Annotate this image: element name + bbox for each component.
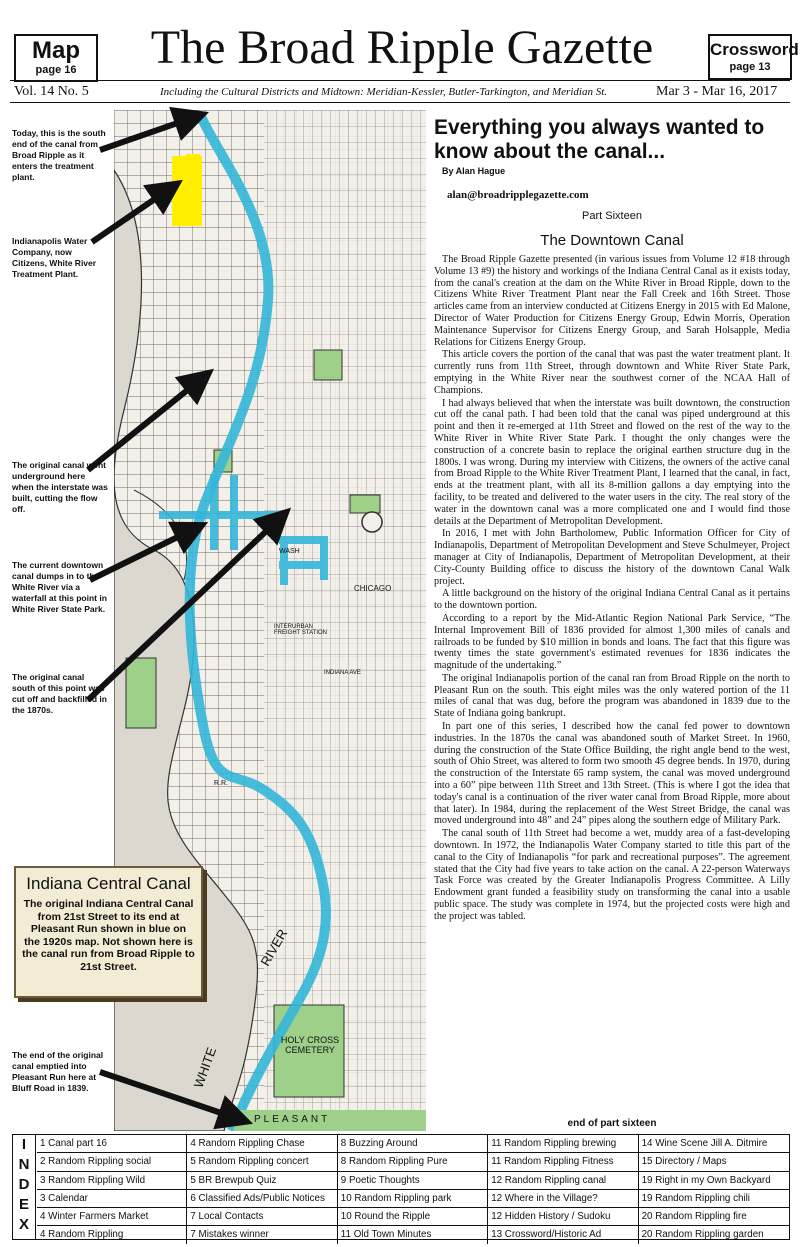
paragraph: In 2016, I met with John Bartholomew, Public Information Officer for City of Indianapolis, Department of Metropolitan Development and Steve Schulmeyer, Project manager at City of Indianapolis, Department of Metropolitan Development, at their City-County Building office to discuss the history of the downtown Canal Walk project. (434, 528, 790, 587)
paragraph: The Broad Ripple Gazette presented (in various issues from Volume 12 #18 through Volume 13 #9) the history and workings of the Indiana Central Canal as it exists today, from the canal's creation at the dam on the White River in Broad Ripple, down to the Citizens White River Treatment Plant near the Fall Creek and 16th Street. Those articles came from an interview conducted at Citizens Energy in 2015 with Ed Malone, Director of Water Production for Citizens Energy Group, Edwin Morris, Operation Maintenance Supervisor for Citizens Energy Group, and Sarah Holsapple, Media Relations for Citizens Energy Group. (434, 254, 790, 348)
caption-south-end: Today, this is the south end of the canal from Broad Ripple as it enters the treatment plant. (12, 128, 106, 182)
index-item[interactable]: 6 Classified Ads/Public Notices (187, 1190, 336, 1208)
caption-treatment-plant: Indianapolis Water Company, now Citizens, White River Treatment Plant. (12, 236, 97, 279)
index-item[interactable]: 12 Where in the Village? (488, 1190, 637, 1208)
index-item[interactable]: 13 Crossword/Historic Ad (491, 1229, 602, 1241)
map-box-label: Map (32, 37, 80, 64)
callout-title: Indiana Central Canal (26, 874, 191, 893)
index-table (12, 1134, 790, 1240)
index-column (187, 1135, 337, 1244)
index-item[interactable]: 8 Random Rippling Pure (338, 1153, 487, 1171)
paragraph: According to a report by the Mid-Atlantic Region National Park Service, “The Internal Improvement Bill of 1836 provided for almost 1,300 miles of canals and railroads to be funded by $10 million in bonds and loans. The fact that this figure was twenty times the state government's estimated revenues for 1836 indicates the magnitude of the undertaking.” (434, 612, 790, 672)
article-body (434, 254, 790, 1130)
index-column (639, 1135, 789, 1244)
map-label-chicago: CHICAGO (354, 584, 392, 593)
map-label-wash: WASH (279, 548, 300, 555)
index-item[interactable]: 15 Directory / Maps (639, 1153, 789, 1171)
index-item[interactable]: 10 Random Rippling park (338, 1190, 487, 1208)
caption-waterfall: The current downtown canal dumps in to the White River via a waterfall at this point in White River State Park. (12, 560, 107, 614)
index-column (488, 1135, 638, 1244)
crossword-box-page: page 13 (729, 61, 771, 73)
callout-box (14, 866, 203, 998)
index-item[interactable]: 10 Round the Ripple (338, 1208, 487, 1226)
index-item[interactable]: 9 Poetic Thoughts (338, 1172, 487, 1190)
article-byline: By Alan Hague (442, 166, 506, 176)
map-label-indiana-ave: INDIANA AVE (324, 670, 361, 676)
paragraph: This article covers the portion of the canal that was past the water treatment plant. It currently runs from 11th Street, through downtown and White River State Park, emptying in the White River near the southwest corner of the NCAA Hall of Champions. (434, 349, 790, 396)
index-item[interactable]: 3 Random Rippling Wild (37, 1172, 186, 1190)
index-item[interactable]: 14 Wine Scene Jill A. Ditmire (639, 1135, 789, 1153)
article-end-line: end of part sixteen (567, 1118, 657, 1129)
index-item[interactable]: 20 Random Rippling garden (641, 1229, 764, 1241)
paragraph: The canal south of 11th Street had become a wet, muddy area of a fast-developing downtown. In 1972, the Indianapolis Water Company started to title this part of the canal to the City of Indianapolis “for park and recreational purposes”. The agreement stated that the City had five years to take action on the canal. A 22-person Waterways Task Force was created by the Greater Indianapolis Progress Committee. A Lilly Endowment grant funded a feasibility study on transforming the canal into a usable public space. The study was complete in 1974, but the projected costs were high and the project was tabled. (434, 828, 790, 922)
index-item[interactable]: 3 Calendar (37, 1190, 186, 1208)
map-label-rr: R.R. (214, 780, 228, 787)
index-item[interactable]: 11 Random Rippling brewing (488, 1135, 637, 1153)
paragraph: A little background on the history of the original Indiana Central Canal as it pertains to the downtown portion. (434, 588, 790, 612)
index-item[interactable]: 12 Hidden History / Sudoku (488, 1208, 637, 1226)
index-item[interactable]: 12 Random Rippling canal (488, 1172, 637, 1190)
issue-dates: Mar 3 - Mar 16, 2017 (656, 84, 778, 99)
index-label-letter: D (18, 1176, 30, 1193)
caption-backfilled: The original canal south of this point was cut off and backfilled in the 1870s. (12, 672, 107, 715)
index-item[interactable]: 4 Random Rippling Chase (187, 1135, 336, 1153)
article-section-title: The Downtown Canal (540, 232, 684, 249)
index-item[interactable]: 7 Local Contacts (187, 1208, 336, 1226)
index-item[interactable]: 5 Random Rippling concert (187, 1153, 336, 1171)
index-item[interactable]: 4 Winter Farmers Market (37, 1208, 186, 1226)
index-item[interactable]: 19 Random Rippling chili (639, 1190, 789, 1208)
index-column (338, 1135, 488, 1244)
index-item[interactable]: 11 Old Town Minutes (340, 1229, 432, 1241)
author-email[interactable]: alan@broadripplegazette.com (447, 189, 589, 201)
caption-underground: The original canal went underground here when the interstate was built, cutting the flow off. (12, 460, 108, 514)
tagline: Including the Cultural Districts and Midtown: Meridian-Kessler, Butler-Tarkington, and Meridian St. (160, 86, 607, 98)
article-headline: Everything you always wanted to know about the canal... (434, 116, 765, 163)
paragraph: I had always believed that when the interstate was built downtown, the construction cut off the canal path. I had been told that the canal was piped underground at this point and then it re-emerged at 11th Street and flowed on the rest of the way to the White River in White River State Park. I thought the only changes were the construction of a concrete basin to replace the original earthen structure dug in the 1800s. I was wrong. During my interview with Citizens, the owners of the active canal from Broad Ripple to the White River Treatment Plant, I learned that the canal, in fact, ends at the treatment plant, with all its 8-million gallons a day emptying into the facility, to be treated and delivered to the water users in the city. The real story of the water in the downtown canal was a more complicated one and I would find those details at the Department of Metropolitan Development. (434, 397, 790, 527)
index-grid (37, 1135, 789, 1239)
map-label-river: RIVER (257, 926, 291, 969)
map-box-page: page 16 (35, 64, 77, 76)
index-item[interactable]: 7 Mistakes winner (190, 1229, 269, 1241)
index-label-letter: E (18, 1196, 29, 1213)
map-label-white: WHITE (190, 1045, 220, 1090)
paragraph: The original Indianapolis portion of the canal ran from Broad Ripple on the north to Pleasant Run on the south. This eight miles was the only watered portion of the 11 miles of canal that was dug, before the program was abandoned in 1839 due to the State of Indiana going bankrupt. (434, 672, 790, 720)
index-item[interactable]: 5 BR Brewpub Quiz (187, 1172, 336, 1190)
caption-pleasant-run: The end of the original canal emptied into Pleasant Run here at Bluff Road in 1839. (12, 1050, 104, 1093)
index-label (13, 1135, 36, 1239)
crossword-box-label: Crossword (710, 40, 799, 59)
article-part: Part Sixteen (582, 210, 642, 222)
index-item[interactable]: 20 Random Rippling fire (639, 1208, 789, 1226)
index-label-letter: X (18, 1216, 29, 1233)
index-item[interactable]: 11 Random Rippling Fitness (488, 1153, 637, 1171)
crossword-page-box[interactable] (708, 34, 799, 80)
index-label-letter: N (18, 1156, 30, 1173)
callout-text: The original Indiana Central Canal from 21st Street to its end at Pleasant Run shown in blue on the 1920s map. Not shown here is the canal run from Broad Ripple to 21st Street. (22, 898, 195, 973)
index-item[interactable]: 8 Buzzing Around (338, 1135, 487, 1153)
map-label-pleasant: PLEASANT (254, 1114, 331, 1125)
map-label-cemetery: HOLY CROSS CEMETERY (280, 1035, 340, 1055)
volume-number: Vol. 14 No. 5 (14, 84, 89, 99)
newspaper-title: The Broad Ripple Gazette (150, 21, 654, 74)
map-label-freight: INTERURBAN FREIGHT STATION (274, 624, 328, 636)
index-label-letter: I (21, 1136, 27, 1153)
index-item[interactable]: 2 Random Rippling social (37, 1153, 186, 1171)
index-item[interactable]: 19 Right in my Own Backyard (639, 1172, 789, 1190)
index-item[interactable]: 1 Canal part 16 (37, 1135, 186, 1153)
paragraph: In part one of this series, I described how the canal fed power to downtown industries. In the 1870s the canal was abandoned south of Market Street. In 1960, during the construction of the State Office Building, the right angle bend to the west, south of Ohio Street, was altered to form two smooth 45 degree bends. In 1970, during the construction of the Interstate 65 ramp system, the canal was moved underground into a 60” pipe between 11th Street and 13th Street. (This is where I got the idea that today's canal is a continuation of the river water canal from Broad Ripple, more about that later). In 1984, during the replacement of the West Street Bridge, the canal was moved underground into 48” and 24” pipes along the southern edge of Military Park. (434, 721, 790, 827)
index-column (37, 1135, 187, 1244)
index-item[interactable]: 4 Random Rippling (40, 1229, 124, 1241)
